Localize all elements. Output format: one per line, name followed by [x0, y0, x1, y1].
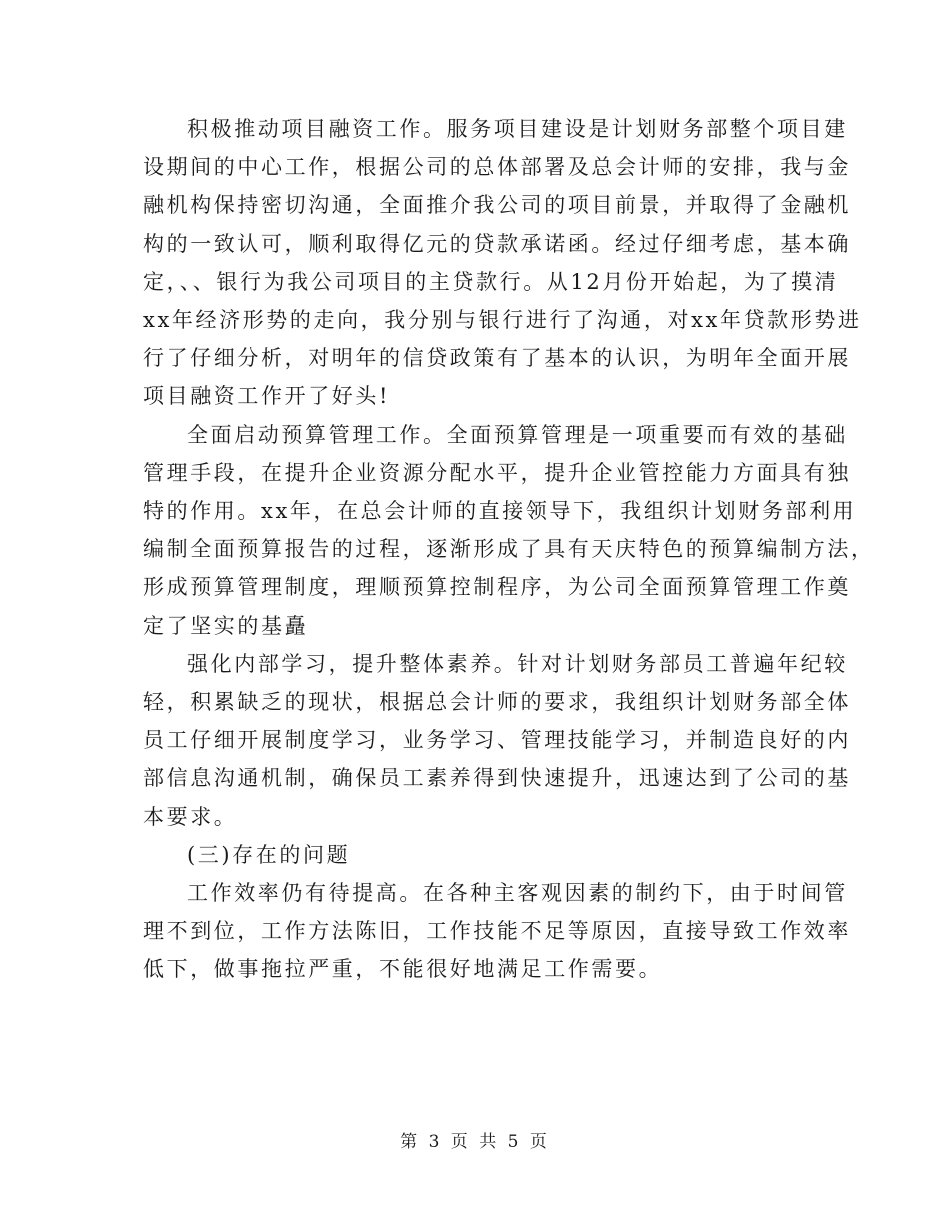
paragraph-budget-management: [143, 416, 875, 645]
text-line: 员工仔细开展制度学习，业务学习、管理技能学习，并制造良好的内: [143, 728, 851, 753]
text-line: 本要求。: [143, 804, 238, 829]
text-line: 项目融资工作开了好头!: [143, 384, 391, 409]
text-line: 轻，积累缺乏的现状，根据总会计师的要求，我组织计划财务部全体: [143, 690, 851, 715]
text-line: xx年经济形势的走向，我分别与银行进行了沟通，对xx年贷款形势进: [143, 308, 862, 333]
text-line: 融机构保持密切沟通，全面推介我公司的项目前景，并取得了金融机: [143, 193, 851, 218]
text-line: 理不到位，工作方法陈旧，工作技能不足等原因，直接导致工作效率: [143, 919, 851, 944]
text-line: 行了仔细分析，对明年的信贷政策有了基本的认识，为明年全面开展: [143, 346, 851, 371]
text-line: 低下，做事拖拉严重，不能很好地满足工作需要。: [143, 957, 663, 982]
text-line: 定了坚实的基矗: [143, 613, 309, 638]
text-line: 设期间的中心工作，根据公司的总体部署及总会计师的安排，我与金: [143, 155, 851, 180]
page-number-footer: 第 3 页 共 5 页: [400, 1132, 550, 1152]
text-line: 构的一致认可，顺利取得亿元的贷款承诺函。经过仔细考虑，基本确: [143, 231, 851, 256]
text-line: 积极推动项目融资工作。服务项目建设是计划财务部整个项目建: [187, 117, 848, 141]
text-line: 形成预算管理制度，理顺预算控制程序，为公司全面预算管理工作奠: [143, 575, 851, 600]
paragraph-work-efficiency: [143, 874, 851, 989]
text-line: 工作效率仍有待提高。在各种主客观因素的制约下，由于时间管: [187, 881, 848, 906]
text-line: 编制全面预算报告的过程，逐渐形成了具有天庆特色的预算编制方法，: [143, 537, 875, 562]
paragraph-internal-learning: [143, 645, 851, 836]
text-line: 强化内部学习，提升整体素养。针对计划财务部员工普遍年纪较: [187, 651, 848, 676]
text-line: 管理手段，在提升企业资源分配水平，提升企业管控能力方面具有独: [143, 460, 851, 485]
text-line: 部信息沟通机制，确保员工素养得到快速提升，迅速达到了公司的基: [143, 766, 851, 791]
paragraph-project-financing: [143, 110, 862, 416]
text-line: 特的作用。xx年，在总会计师的直接领导下，我组织计划财务部利用: [143, 499, 857, 524]
text-line: 全面启动预算管理工作。全面预算管理是一项重要而有效的基础: [187, 422, 848, 447]
text-line: 定，、、银行为我公司项目的主贷款行。从12月份开始起，为了摸清: [143, 269, 839, 294]
section-heading-existing-problems: [143, 836, 813, 874]
text-line: (三)存在的问题: [187, 842, 351, 867]
document-body: [143, 110, 875, 989]
